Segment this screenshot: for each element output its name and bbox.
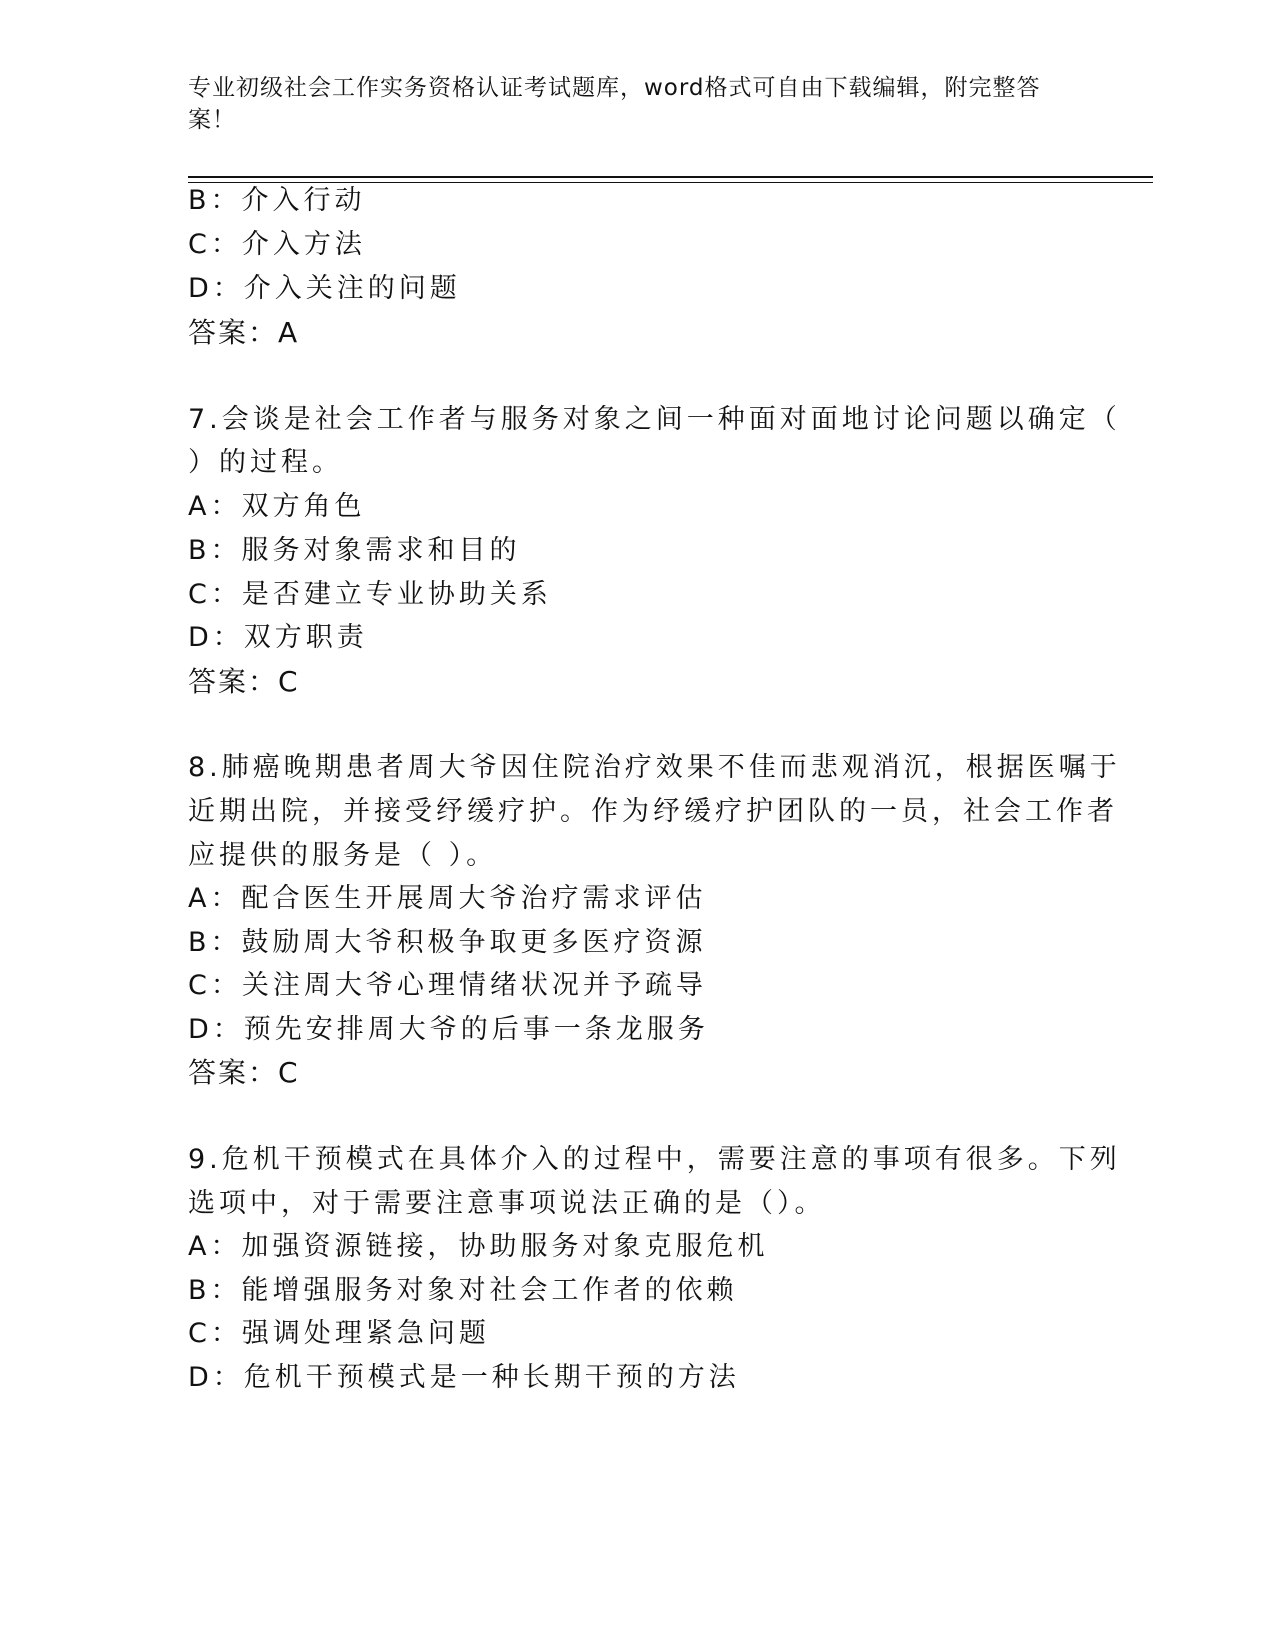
q8-stem-line-1: 8.肺癌晚期患者周大爷因住院治疗效果不佳而悲观消沉，根据医嘱于: [188, 752, 1121, 783]
q7-option-b: B：服务对象需求和目的: [188, 535, 521, 566]
q6-answer: 答案：A: [188, 316, 300, 349]
q7-option-d: D：双方职责: [188, 622, 368, 653]
header-line-2: 案！: [188, 107, 236, 133]
q8-stem-line-2: 近期出院，并接受纾缓疗护。作为纾缓疗护团队的一员，社会工作者: [188, 796, 1118, 827]
q9-option-d: D：危机干预模式是一种长期干预的方法: [188, 1362, 740, 1393]
q7-stem-line-1: 7.会谈是社会工作者与服务对象之间一种面对面地讨论问题以确定（: [188, 404, 1121, 435]
q6-option-c: C：介入方法: [188, 229, 366, 260]
q9-option-b: B：能增强服务对象对社会工作者的依赖: [188, 1275, 738, 1306]
q7-stem-line-2: ）的过程。: [188, 447, 343, 478]
q8-stem-line-3: 应提供的服务是（ ）。: [188, 840, 498, 871]
q7-option-a: A：双方角色: [188, 491, 366, 522]
q8-answer: 答案：C: [188, 1056, 300, 1089]
q7-option-c: C：是否建立专业协助关系: [188, 579, 552, 610]
q7-answer: 答案：C: [188, 665, 300, 698]
q8-option-c: C：关注周大爷心理情绪状况并予疏导: [188, 970, 707, 1001]
q8-option-b: B：鼓励周大爷积极争取更多医疗资源: [188, 927, 707, 958]
q9-option-a: A：加强资源链接，协助服务对象克服危机: [188, 1231, 769, 1262]
header-line-1: 专业初级社会工作实务资格认证考试题库，word格式可自由下载编辑，附完整答: [188, 75, 1041, 101]
q8-option-a: A：配合医生开展周大爷治疗需求评估: [188, 883, 707, 914]
page-header: [188, 72, 1068, 136]
q9-stem-line-2: 选项中，对于需要注意事项说法正确的是（）。: [188, 1188, 826, 1219]
q8-option-d: D：预先安排周大爷的后事一条龙服务: [188, 1014, 709, 1045]
q6-option-d: D：介入关注的问题: [188, 273, 461, 304]
q6-option-b: B：介入行动: [188, 185, 366, 216]
q9-stem-line-1: 9.危机干预模式在具体介入的过程中，需要注意的事项有很多。下列: [188, 1144, 1121, 1175]
q9-option-c: C：强调处理紧急问题: [188, 1318, 490, 1349]
